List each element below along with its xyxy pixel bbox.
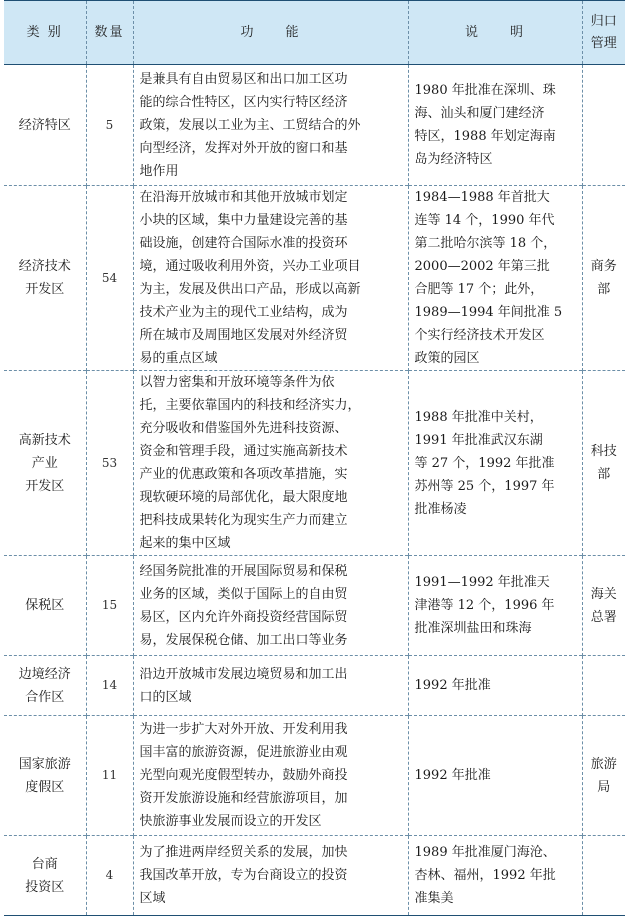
cell-function: 是兼具有自由贸易区和出口加工区功 能的综合性特区，区内实行特区经济 政策，发展以工业为主、工贸结合的外 向型经济，发挥对外开放的窗口和基 地作用 xyxy=(133,65,408,186)
cell-mgmt xyxy=(582,656,625,716)
cell-function: 沿边开放城市发展边境贸易和加工出 口的区域 xyxy=(133,656,408,716)
table-row xyxy=(4,65,625,186)
cell-function: 经国务院批准的开展国际贸易和保税 业务的区域，类似于国际上的自由贸 易区，区内允许外商投资经营国际贸 易，发展保税仓储、加工出口等业务 xyxy=(133,556,408,656)
cell-mgmt: 海关 总署 xyxy=(582,556,625,656)
cell-count: 53 xyxy=(86,371,133,556)
cell-function: 为了推进两岸经贸关系的发展，加快 我国改革开放，专为台商设立的投资 区域 xyxy=(133,836,408,916)
cell-count: 5 xyxy=(86,65,133,186)
cell-function: 在沿海开放城市和其他开放城市划定 小块的区域，集中力量建设完善的基 础设施，创建符合国际水准的投资环 境，通过吸收利用外资，兴办工业项目 为主，发展及供出口产品，形成以高新 技术产业为主的现代工业结构，成为 所在城市及周围地区发展对外经济贸 易的重点区域 xyxy=(133,186,408,371)
cell-category: 经济特区 xyxy=(4,65,86,186)
cell-category: 保税区 xyxy=(4,556,86,656)
header-note: 说 明 xyxy=(408,1,582,65)
table-row xyxy=(4,716,625,836)
cell-category: 台商 投资区 xyxy=(4,836,86,916)
cell-category: 高新技术 产业 开发区 xyxy=(4,371,86,556)
cell-count: 15 xyxy=(86,556,133,656)
cell-mgmt xyxy=(582,836,625,916)
cell-mgmt: 科技 部 xyxy=(582,371,625,556)
cell-function: 为进一步扩大对外开放、开发利用我 国丰富的旅游资源，促进旅游业由观 光型向观光度假型转办，鼓励外商投 资开发旅游设施和经营旅游项目，加 快旅游事业发展而设立的开发区 xyxy=(133,716,408,836)
cell-note: 1984—1988 年首批大 连等 14 个，1990 年代 第二批哈尔滨等 18 个， 2000—2002 年第三批 合肥等 17 个；此外， 1989—1994 年间批准 5 个实行经济技术开发区 政策的园区 xyxy=(408,186,582,371)
cell-mgmt: 商务 部 xyxy=(582,186,625,371)
cell-note: 1991—1992 年批准天 津港等 12 个，1996 年 批准深圳盐田和珠海 xyxy=(408,556,582,656)
cell-count: 14 xyxy=(86,656,133,716)
cell-function: 以智力密集和开放环境等条件为依 托，主要依靠国内的科技和经济实力， 充分吸收和借鉴国外先进科技资源、 资金和管理手段，通过实施高新技术 产业的优惠政策和各项改革措施，实 现软硬环境的局部优化，最大限度地 把科技成果转化为现实生产力而建立 起来的集中区域 xyxy=(133,371,408,556)
cell-mgmt xyxy=(582,65,625,186)
cell-note: 1992 年批准 xyxy=(408,716,582,836)
cell-note: 1980 年批准在深圳、珠 海、汕头和厦门建经济 特区，1988 年划定海南 岛为经济特区 xyxy=(408,65,582,186)
cell-mgmt: 旅游局 xyxy=(582,716,625,836)
cell-category: 边境经济 合作区 xyxy=(4,656,86,716)
table-row xyxy=(4,656,625,716)
cell-count: 4 xyxy=(86,836,133,916)
cell-note: 1992 年批准 xyxy=(408,656,582,716)
table-row xyxy=(4,836,625,916)
cell-note: 1989 年批准厦门海沧、 杏林、福州，1992 年批 准集美 xyxy=(408,836,582,916)
header-function: 功 能 xyxy=(133,1,408,65)
header-category: 类 别 xyxy=(4,1,86,65)
table-row xyxy=(4,186,625,371)
header-mgmt: 归口 管理 xyxy=(582,1,625,65)
cell-count: 11 xyxy=(86,716,133,836)
cell-note: 1988 年批准中关村， 1991 年批准武汉东湖 等 27 个，1992 年批准 苏州等 25 个，1997 年 批准杨凌 xyxy=(408,371,582,556)
cell-category: 经济技术 开发区 xyxy=(4,186,86,371)
table-row xyxy=(4,556,625,656)
cell-category: 国家旅游 度假区 xyxy=(4,716,86,836)
development-zones-table xyxy=(4,0,625,916)
cell-count: 54 xyxy=(86,186,133,371)
header-count: 数量 xyxy=(86,1,133,65)
table-row xyxy=(4,371,625,556)
table-header-row xyxy=(4,1,625,65)
